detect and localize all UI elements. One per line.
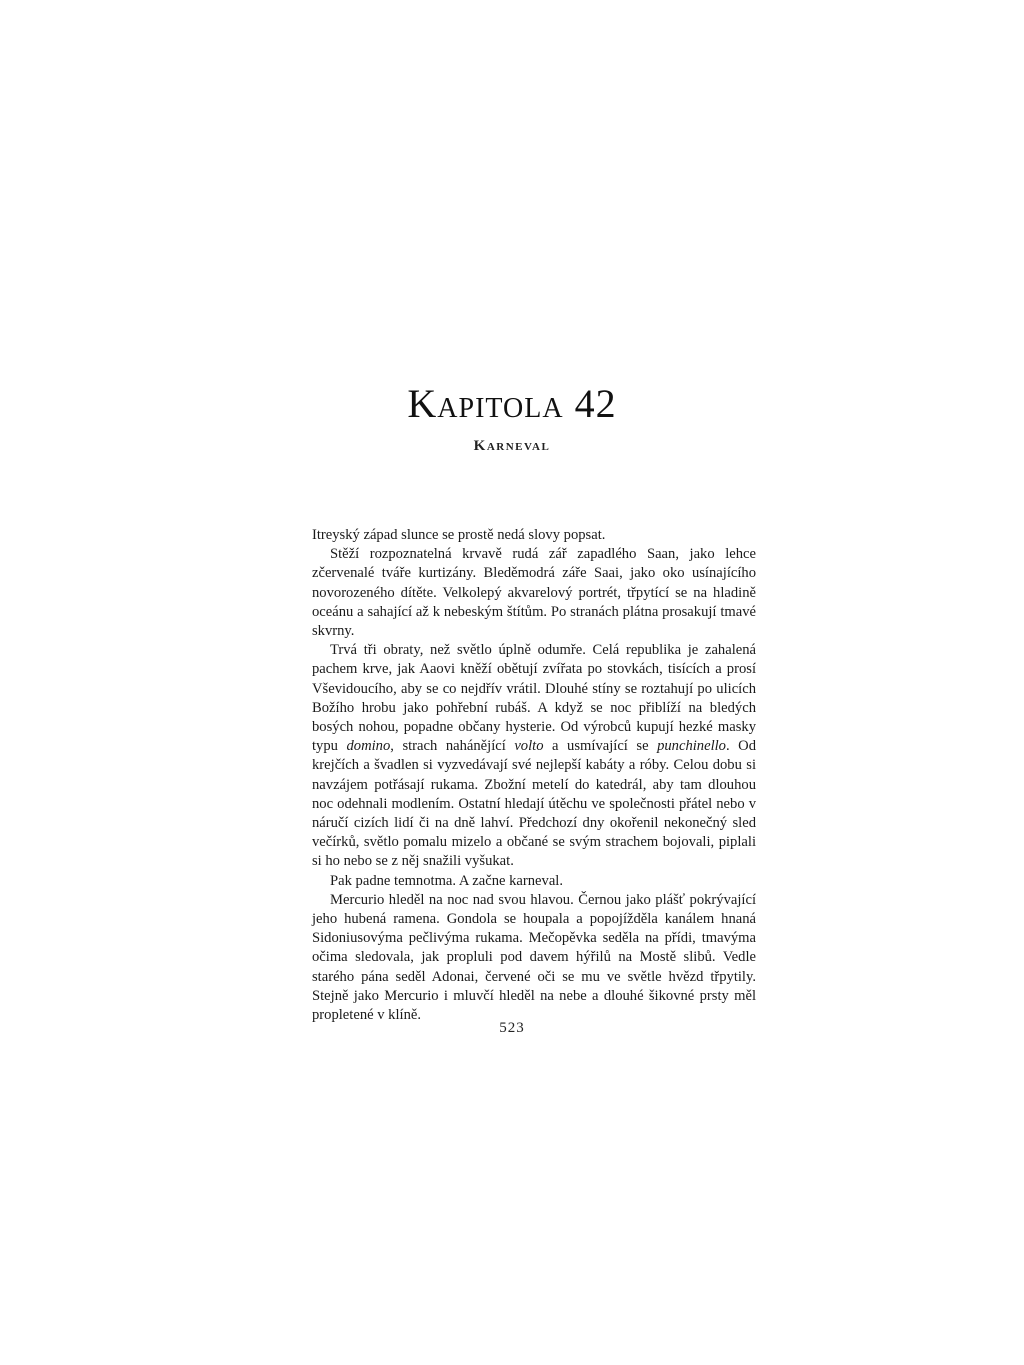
mask-punchinello: punchinello xyxy=(657,738,726,755)
paragraph-3-part-b: , strach nahánějící xyxy=(390,738,515,755)
mask-domino: domino xyxy=(346,738,391,755)
page-number: 523 xyxy=(499,1020,525,1036)
mask-volto: volto xyxy=(514,738,544,755)
paragraph-4: Pak padne temnotma. A začne karneval. xyxy=(330,872,564,889)
paragraph-3-part-d: . Od krejčích a švadlen si vyzvedávají své nejlepší kabáty a róby. Celou dobu si navzájem potřásají rukama. Zbožní metelí do katedrál, aby tam dlouhou noc odehnali modlením. Ostatní hledají útěchu ve společnosti přátel nebo v náručí cizích lidí či na dně lahví. Předchozí dny okořenil nekonečný sled večírků, světlo pomalu mizelo a občané se svým strachem bojovali, piplali si ho nebo se z něj snažili vyšukat. xyxy=(312,738,757,870)
paragraph-3 xyxy=(312,641,756,871)
chapter-title: Kapitola 42 xyxy=(407,381,617,426)
paragraph-5: Mercurio hleděl na noc nad svou hlavou. Černou jako plášť pokrývající jeho hubená ramena. Gondola se houpala a popojížděla kanálem hnaná Sidoniusovýma pečlivýma rukama. Mečopěvka seděla na přídi, tmavýma očima sledovala, jak propluli pod davem hýřilů na Mostě slibů. Vedle starého pána seděl Adonai, červené oči se mu ve světle hvězd třpytily. Stejně jako Mercurio i mluvčí hleděl na nebe a dlouhé šikovné prsty měl propletené v klíně. xyxy=(312,891,756,1024)
paragraph-1: Itreyský západ slunce se prostě nedá slovy popsat. xyxy=(312,527,606,543)
paragraph-3-part-c: a usmívající se xyxy=(543,738,658,755)
paragraph-2: Stěží rozpoznatelná krvavě rudá zář zapadlého Saan, jako lehce zčervenalé tváře kurtizány. Bleděmodrá záře Saai, jako oko usínajícího novorozeného dítěte. Velkolepý akvarelový portrét, třpytící se na hladině oceánu a sahající až k nebeským štítům. Po stranách plátna prosakují tmavé skvrny. xyxy=(312,546,756,640)
paragraph-3-part-a: Trvá tři obraty, než světlo úplně odumře. Celá republika je zahalená pachem krve, jak Aaovi kněží obětují zvířata po stovkách, tisících a prosí Vševidoucího, aby se co nejdřív vrátil. Dlouhé stíny se roztahují po ulicích Božího hrobu jako pohřební rubáš. A když se noc přiblíží na bledých bosých nohou, popadne občany hysterie. Od výrobců kupují hezké masky typu xyxy=(312,642,756,755)
chapter-body xyxy=(312,526,756,1025)
chapter-subtitle: Karneval xyxy=(473,438,551,454)
